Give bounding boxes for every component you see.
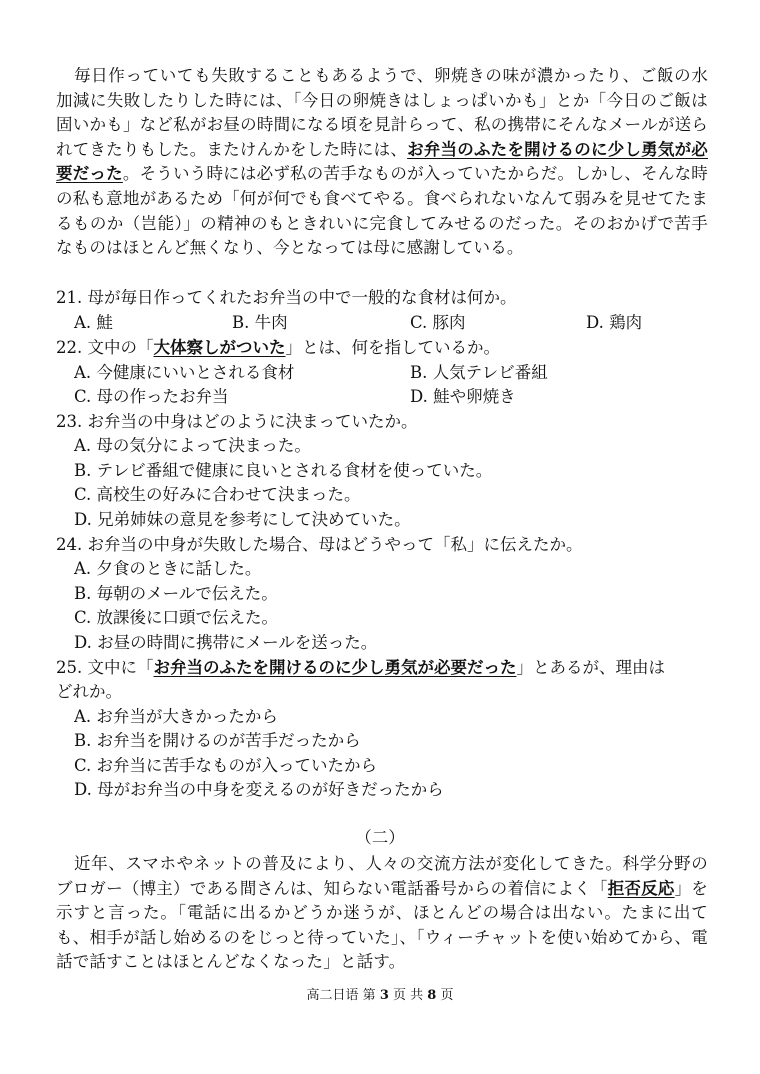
question-21-stem: 21. 母が毎日作ってくれたお弁当の中で一般的な食材は何か。 (56, 288, 517, 307)
question-23-option-c: C. 高校生の好みに合わせて決まった。 (74, 485, 361, 504)
question-24-option-c: C. 放課後に口頭で伝えた。 (74, 608, 279, 627)
section-2-underlined-phrase: 拒否反応 (607, 878, 675, 898)
footer-page-number: 3 (379, 988, 389, 1003)
question-23-option-d: D. 兄弟姉妹の意見を参考にして決めていた。 (74, 510, 411, 529)
question-21-option-a: A. 鮭 (74, 313, 113, 332)
question-23-stem: 23. お弁当の中身はどのように決まっていたか。 (56, 412, 418, 431)
question-25-stem-line2: どれか。 (56, 682, 122, 701)
question-22-option-b: B. 人気テレビ番組 (410, 363, 548, 382)
question-25-stem (56, 656, 665, 681)
question-24-option-d: D. お昼の時間に携帯にメールを送った。 (74, 633, 378, 652)
question-25-option-b: B. お弁当を開けるのが苦手だったから (74, 731, 361, 750)
question-21-option-b: B. 牛肉 (232, 313, 288, 332)
question-25-option-d: D. 母がお弁当の中身を変えるのが好きだったから (74, 780, 444, 799)
question-21-option-c: C. 豚肉 (410, 313, 466, 332)
question-25-stem-after: 」とあるが、理由は (516, 658, 665, 677)
question-22-stem-before: 22. 文中の「 (56, 338, 154, 357)
question-23-option-b: B. テレビ番組で健康に良いとされる食材を使っていた。 (74, 461, 493, 480)
passage-paragraph (56, 64, 708, 261)
question-22-option-d: D. 鮭や卵焼き (410, 387, 516, 406)
question-24-option-a: A. 夕食のときに話した。 (74, 559, 262, 578)
footer-suffix: 页 (436, 988, 454, 1003)
question-24-stem: 24. お弁当の中身が失敗した場合、母はどうやって「私」に伝えたか。 (56, 535, 583, 554)
footer-prefix: 高二日语 第 (306, 988, 380, 1003)
passage-underlined-phrase: お弁当のふたを開けるのに少し勇気が必要だった (56, 139, 709, 184)
passage-text-before: 毎日作っていても失敗することもあるようで、卵焼きの味が濃かったり、ご飯の水加減に失敗したりした時には、「今日の卵焼きはしょっぱいかも」とか「今日のご飯は固いかも」など私がお昼の時間になる頃を見計らって、私の携帯にそんなメールが送られてきたりもした。またけんかをした時には、 (56, 66, 708, 159)
question-22-stem-after: 」とは、何を指しているか。 (285, 338, 500, 357)
footer-total-pages: 8 (427, 988, 437, 1003)
question-22-stem (56, 336, 500, 361)
page-footer (0, 988, 760, 1004)
passage-text-after: 。そういう時には必ず私の苦手なものが入っていたからだ。しかし、そんな時の私も意地があるため「何が何でも食べてやる。食べられないなんて弱みを見せてたまるものか（岂能）」の精神のもときれいに完食してみせるのだった。そのおかげで苦手なものはほとんど無くなり、今となっては母に感謝している。 (56, 164, 708, 258)
section-2-paragraph (56, 852, 708, 975)
question-22-option-a: A. 今健康にいいとされる食材 (74, 363, 295, 382)
question-25-stem-before: 25. 文中に「 (56, 658, 154, 677)
question-25-stem-underlined: お弁当のふたを開けるのに少し勇気が必要だった (153, 658, 517, 677)
section-2-title: （二） (355, 828, 405, 847)
question-21-option-d: D. 鶏肉 (586, 313, 643, 332)
question-24-option-b: B. 毎朝のメールで伝えた。 (74, 584, 278, 603)
section-2-text-after: 」を示すと言った。「電話に出るかどうか迷うが、ほとんどの場合は出ない。たまに出ても、相手が話し始めるのをじっと待っていた」、「ウィーチャットを使い始めてから、電話で話すことはほとんどなくなった」と話す。 (56, 878, 708, 972)
question-25-option-a: A. お弁当が大きかったから (74, 707, 278, 726)
question-22-option-c: C. 母の作ったお弁当 (74, 387, 229, 406)
question-22-stem-underlined: 大体察しがついた (153, 338, 286, 357)
footer-middle: 页 共 (388, 988, 428, 1003)
question-23-option-a: A. 母の気分によって決まった。 (74, 436, 311, 455)
question-25-option-c: C. お弁当に苦手なものが入っていたから (74, 756, 378, 775)
section-2-text-before: 近年、スマホやネットの普及により、人々の交流方法が変化してきた。科学分野のブロガー（博主）である間さんは、知らない電話番号からの着信によく「 (56, 854, 708, 898)
